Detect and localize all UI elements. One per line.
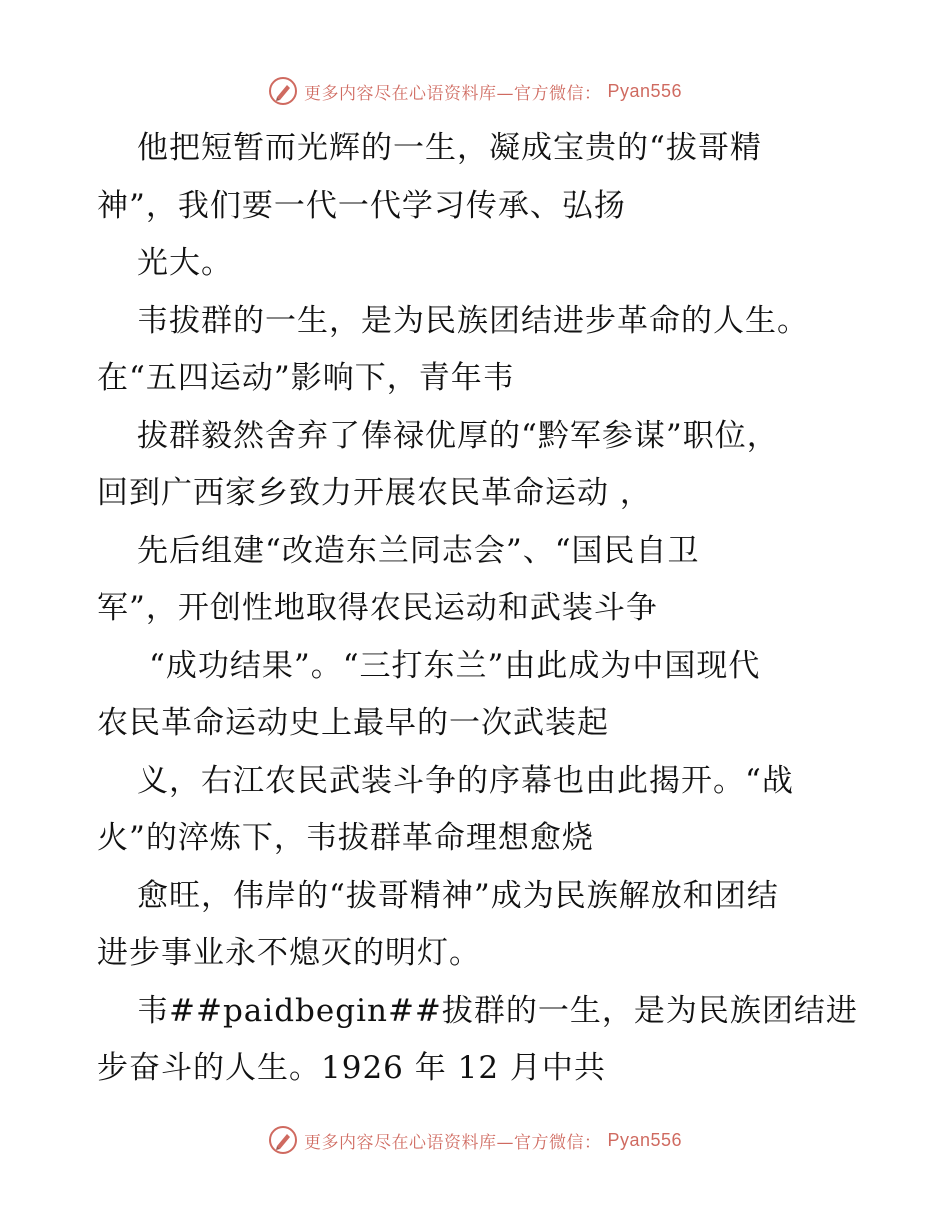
text-line: 军”，开创性地取得农民运动和武装斗争 bbox=[97, 590, 658, 626]
text-line: “成功结果”。“三打东兰”由此成为中国现代 bbox=[149, 647, 761, 684]
footer-watermark bbox=[0, 1125, 950, 1155]
document-body bbox=[97, 120, 857, 1098]
text-line: 韦拔群的一生，是为民族团结进步革命的人生。 bbox=[137, 302, 809, 339]
text-line: 先后组建“改造东兰同志会”、“国民自卫 bbox=[137, 532, 700, 569]
text-line: 回到广西家乡致力开展农民革命运动 ， bbox=[97, 475, 652, 511]
text-line: 义，右江农民武装斗争的序幕也由此揭开。“战 bbox=[137, 762, 794, 799]
text-line: 韦##paidbegin##拔群的一生，是为民族团结进 bbox=[137, 992, 858, 1029]
watermark-text: 更多内容尽在心语资料库—官方微信： bbox=[303, 83, 602, 104]
text-line: 拔群毅然舍弃了俸禄优厚的“黔军参谋”职位， bbox=[137, 417, 779, 454]
pen-logo-icon bbox=[268, 76, 298, 106]
text-line: 农民革命运动史上最早的一次武装起 bbox=[97, 705, 609, 741]
text-line: 进步事业永不熄灭的明灯。 bbox=[97, 935, 481, 971]
pen-logo-icon bbox=[268, 1125, 298, 1155]
text-line: 在“五四运动”影响下，青年韦 bbox=[97, 360, 515, 396]
text-line: 神”，我们要一代一代学习传承、弘扬 bbox=[97, 187, 626, 224]
text-line: 光大。 bbox=[137, 245, 233, 281]
text-line: 步奋斗的人生。1926 年 12 月中共 bbox=[97, 1050, 606, 1086]
watermark-wechat-id: Pyan556 bbox=[607, 80, 683, 101]
text-line: 他把短暂而光辉的一生，凝成宝贵的“拔哥精 bbox=[137, 130, 762, 166]
watermark-wechat-id: Pyan556 bbox=[607, 1129, 683, 1150]
header-watermark bbox=[0, 76, 950, 106]
text-line: 火”的淬炼下，韦拔群革命理想愈烧 bbox=[97, 820, 594, 856]
text-line: 愈旺，伟岸的“拔哥精神”成为民族解放和团结 bbox=[137, 877, 779, 914]
watermark-text: 更多内容尽在心语资料库—官方微信： bbox=[303, 1132, 602, 1153]
